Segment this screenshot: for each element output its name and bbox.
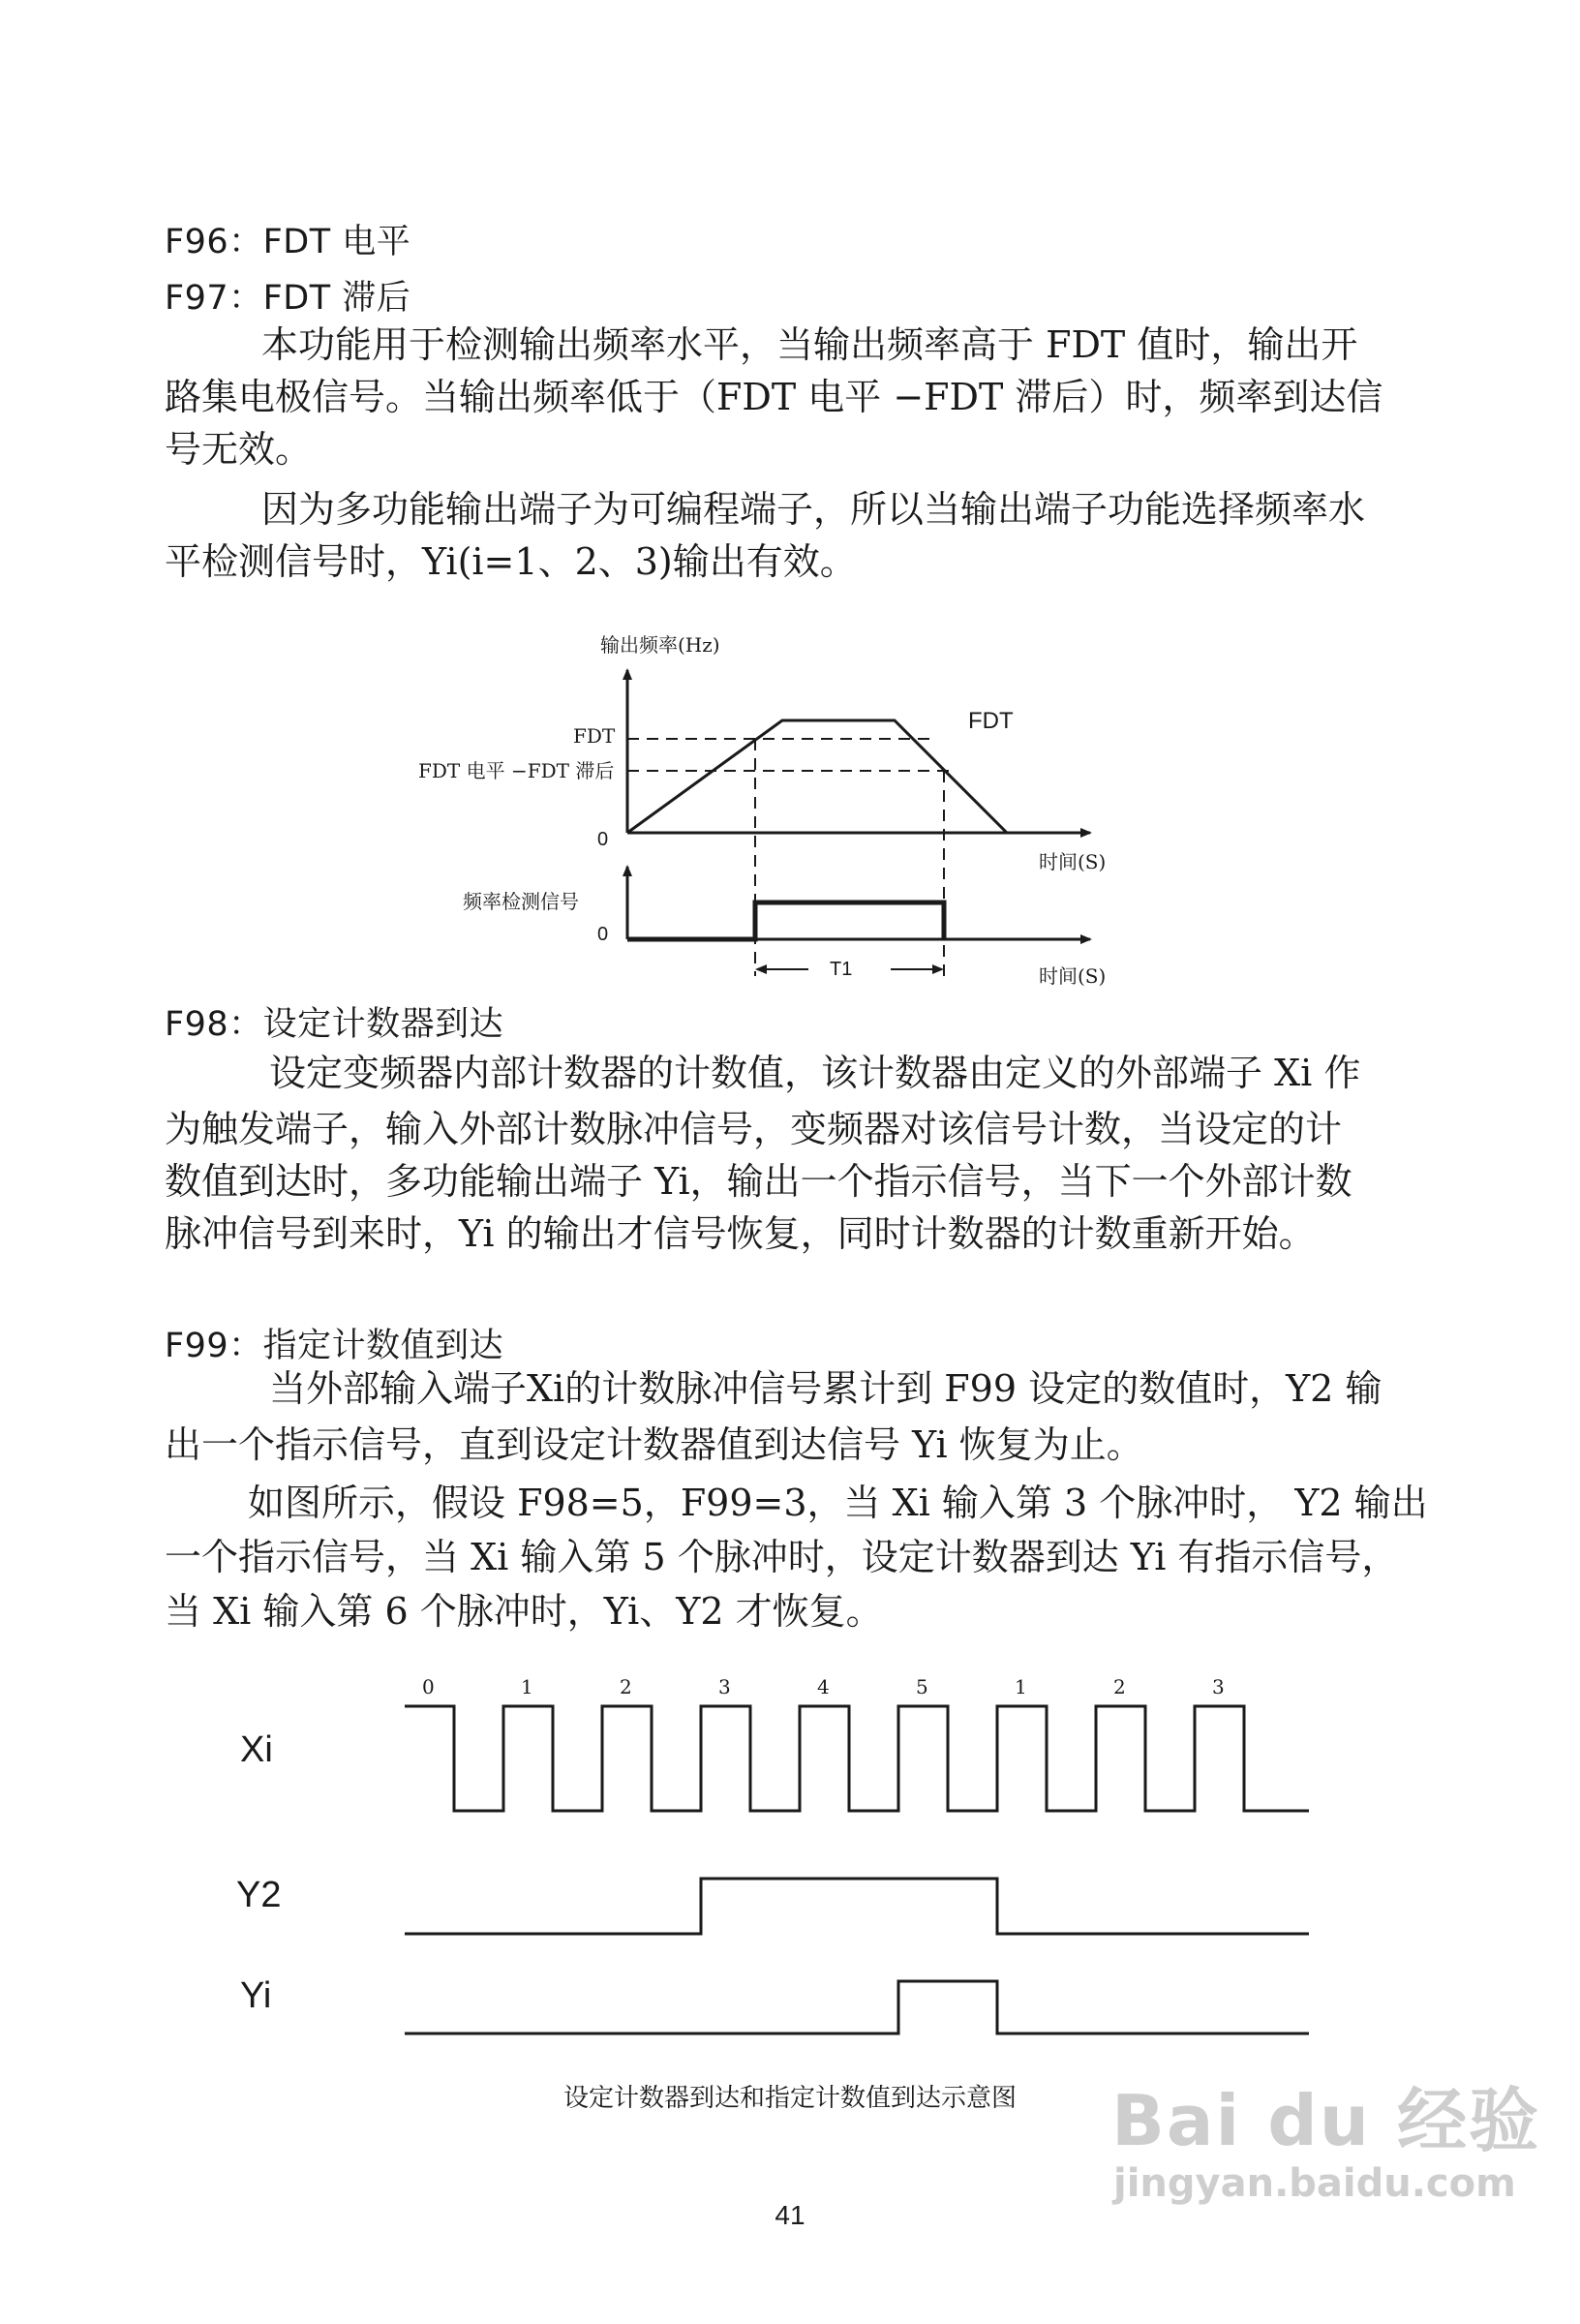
fdt-hysteresis-label: FDT 电平 −FDT 滞后 xyxy=(418,759,615,782)
waveform-xi xyxy=(405,1706,1309,1811)
f99-para2-line2: 一个指示信号，当 Xi 输入第 5 个脉冲时，设定计数器到达 Yi 有指示信号， xyxy=(165,1536,1399,1578)
fdt-x-axis-label-2: 时间(S) xyxy=(1039,964,1107,988)
f97-para1-line1: 本功能用于检测输出频率水平，当输出频率高于 FDT 值时，输出开 xyxy=(261,323,1358,366)
f99-para2-line1: 如图所示，假设 F98=5，F99=3，当 Xi 输入第 3 个脉冲时， Y2 输出 xyxy=(248,1482,1428,1524)
pulse-number: 1 xyxy=(521,1675,533,1698)
baidu-watermark-url: jingyan.baidu.com xyxy=(1113,2161,1516,2206)
fdt-signal-label: 频率检测信号 xyxy=(463,890,579,913)
f97-para2-line1: 因为多功能输出端子为可编程端子，所以当输出端子功能选择频率水 xyxy=(261,488,1366,531)
fdt-zero-label: 0 xyxy=(597,829,609,850)
f98-para-line1: 设定变频器内部计数器的计数值，该计数器由定义的外部端子 Xi 作 xyxy=(269,1052,1361,1094)
heading-f98: F98：设定计数器到达 xyxy=(165,1005,504,1044)
waveform-y2 xyxy=(405,1879,1309,1934)
baidu-watermark-logo: Bai du 经验 xyxy=(1111,2080,1541,2161)
y2-label: Y2 xyxy=(236,1875,282,1915)
f99-para2-line3: 当 Xi 输入第 6 个脉冲时，Yi、Y2 才恢复。 xyxy=(165,1590,883,1633)
pulse-number: 3 xyxy=(1212,1675,1225,1698)
pulse-number: 5 xyxy=(916,1675,928,1698)
f99-para1-line1: 当外部输入端子Xi的计数脉冲信号累计到 F99 设定的数值时，Y2 输 xyxy=(269,1367,1382,1410)
fdt-level-label: FDT xyxy=(573,724,616,748)
timing-caption: 设定计数器到达和指定计数值到达示意图 xyxy=(562,2084,1017,2113)
heading-f96: F96：FDT 电平 xyxy=(165,223,411,261)
pulse-number: 0 xyxy=(422,1675,435,1698)
fdt-y-axis-label: 输出频率(Hz) xyxy=(600,633,720,657)
yi-label: Yi xyxy=(240,1975,272,2016)
pulse-number: 4 xyxy=(817,1675,830,1698)
f97-para1-line2: 路集电极信号。当输出频率低于（FDT 电平 −FDT 滞后）时，频率到达信 xyxy=(165,376,1383,418)
fdt-signal-zero-label: 0 xyxy=(597,924,609,945)
fdt-x-axis-label: 时间(S) xyxy=(1039,850,1107,873)
f98-para-line2: 为触发端子，输入外部计数脉冲信号，变频器对该信号计数，当设定的计 xyxy=(165,1108,1343,1150)
xi-label: Xi xyxy=(240,1729,273,1770)
fdt-period-label: T1 xyxy=(830,959,853,980)
pulse-number: 1 xyxy=(1015,1675,1027,1698)
f98-para-line4: 脉冲信号到来时，Yi 的输出才信号恢复，同时计数器的计数重新开始。 xyxy=(165,1212,1316,1255)
page-number: 41 xyxy=(775,2200,805,2230)
heading-f99: F99：指定计数值到达 xyxy=(165,1327,504,1365)
heading-f97: F97：FDT 滞后 xyxy=(165,279,411,318)
pulse-number: 2 xyxy=(620,1675,632,1698)
f97-para1-line3: 号无效。 xyxy=(165,428,313,471)
f97-para2-line2: 平检测信号时，Yi(i=1、2、3)输出有效。 xyxy=(165,540,857,583)
pulse-number: 3 xyxy=(718,1675,731,1698)
waveform-yi xyxy=(405,1981,1309,2034)
f98-para-line3: 数值到达时，多功能输出端子 Yi，输出一个指示信号，当下一个外部计数 xyxy=(165,1160,1352,1203)
pulse-number: 2 xyxy=(1113,1675,1126,1698)
fdt-curve-label: FDT xyxy=(968,708,1014,734)
f99-para1-line2: 出一个指示信号，直到设定计数器值到达信号 Yi 恢复为止。 xyxy=(165,1423,1143,1466)
